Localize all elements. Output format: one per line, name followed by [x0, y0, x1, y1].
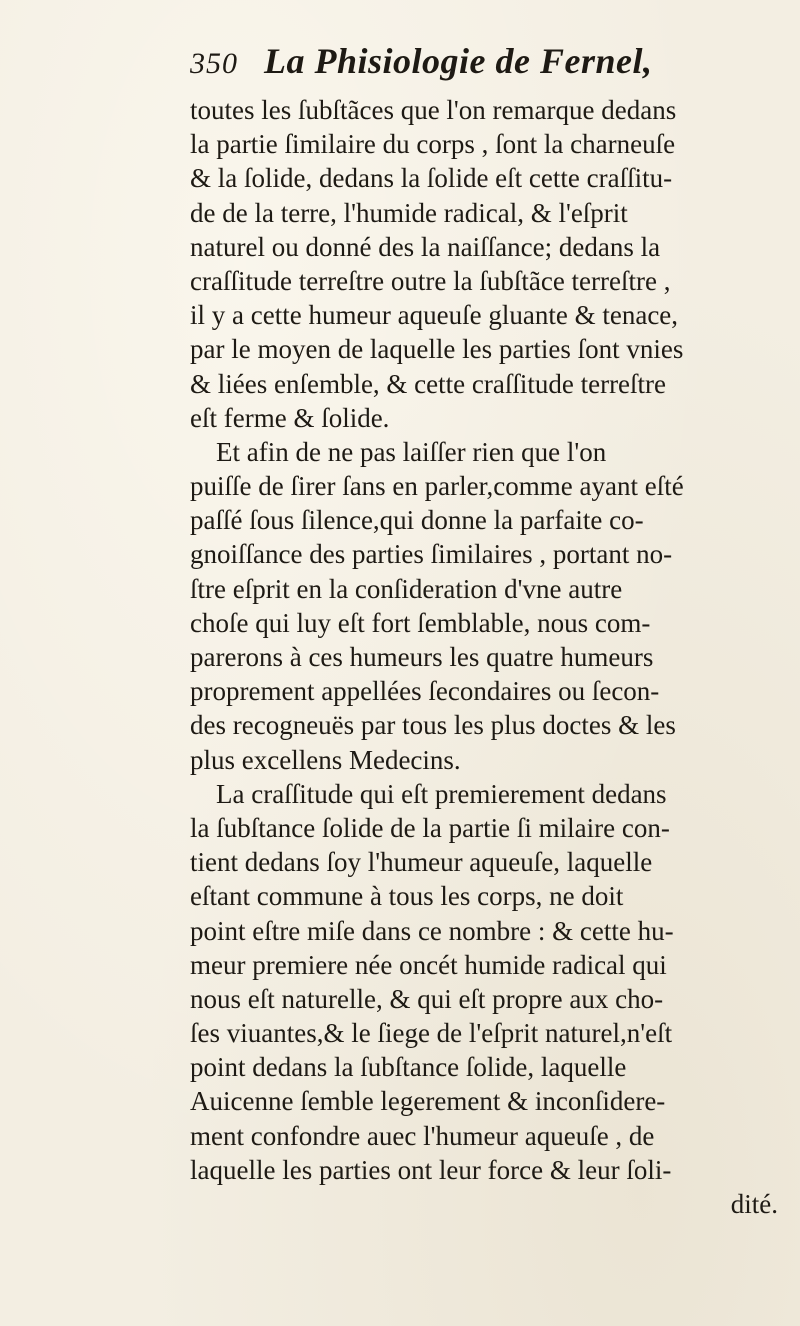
text-line: toutes les ſubſtãces que l'on remarque dedans — [190, 95, 677, 125]
text-line: naturel ou donné des la naiſſance; dedans la — [190, 231, 661, 262]
text-line: parerons à ces humeurs les quatre humeurs — [190, 642, 654, 672]
text-line: point eſtre miſe dans ce nombre : & cette hu- — [190, 915, 674, 946]
text-line: des recogneuës par tous les plus doctes & les — [190, 710, 676, 741]
text-line: & la ſolide, dedans la ſolide eſt cette craſſitu- — [190, 163, 673, 194]
text-line: choſe qui luy eſt fort ſemblable, nous com- — [190, 607, 651, 638]
text-line: la ſubſtance ſolide de la partie ſi milaire con- — [190, 812, 670, 843]
paragraph-start-line: Et afin de ne pas laiſſer rien que l'on — [216, 436, 607, 467]
text-line: point dedans la ſubſtance ſolide, laquelle — [190, 1052, 627, 1083]
text-line: ſes viuantes,& le ſiege de l'eſprit naturel,n'eſt — [190, 1018, 673, 1049]
text-line: proprement appellées ſecondaires ou ſecon- — [190, 676, 660, 707]
text-line: & liées enſemble, & cette craſſitude terreſtre — [190, 368, 667, 399]
text-line: tient dedans ſoy l'humeur aqueuſe, laquelle — [190, 847, 653, 878]
text-line: eſt ferme & ſolide. — [190, 402, 390, 433]
text-line: ſtre eſprit en la conſideration d'vne autre — [190, 573, 623, 604]
text-line: nous eſt naturelle, & qui eſt propre aux cho- — [190, 983, 664, 1014]
text-line: la partie ſimilaire du corps , ſont la charneuſe — [190, 129, 676, 160]
text-line: par le moyen de laquelle les parties ſont vnies — [190, 334, 684, 365]
text-line: puiſſe de ſirer ſans en parler,comme ayant eſté — [190, 471, 684, 502]
text-line: gnoiſſance des parties ſimilaires , portant no- — [190, 539, 673, 570]
text-line: laquelle les parties ont leur force & leur ſoli- — [190, 1154, 672, 1185]
text-line: craſſitude terreſtre outre la ſubſtãce terreſtre , — [190, 265, 671, 296]
running-head — [190, 40, 652, 88]
body-text — [190, 93, 790, 1221]
paragraph-start-line: La craſſitude qui eſt premierement dedans — [216, 778, 667, 809]
running-title: La Phisiologie de Fernel, — [264, 41, 653, 81]
final-line: dité. — [730, 1189, 778, 1219]
text-line: meur premiere née oncét humide radical qui — [190, 949, 667, 980]
text-line: plus excellens Medecins. — [190, 744, 461, 775]
text-line: il y a cette humeur aqueuſe gluante & tenace, — [190, 300, 679, 331]
text-line: eſtant commune à tous les corps, ne doit — [190, 881, 624, 912]
text-line: paſſé ſous ſilence,qui donne la parfaite co- — [190, 505, 644, 536]
text-line: Auicenne ſemble legerement & inconſidere- — [190, 1086, 666, 1117]
text-line: ment confondre auec l'humeur aqueuſe , de — [190, 1120, 655, 1151]
text-line: de de la terre, l'humide radical, & l'eſprit — [190, 197, 628, 228]
page-number: 350 — [190, 47, 238, 80]
